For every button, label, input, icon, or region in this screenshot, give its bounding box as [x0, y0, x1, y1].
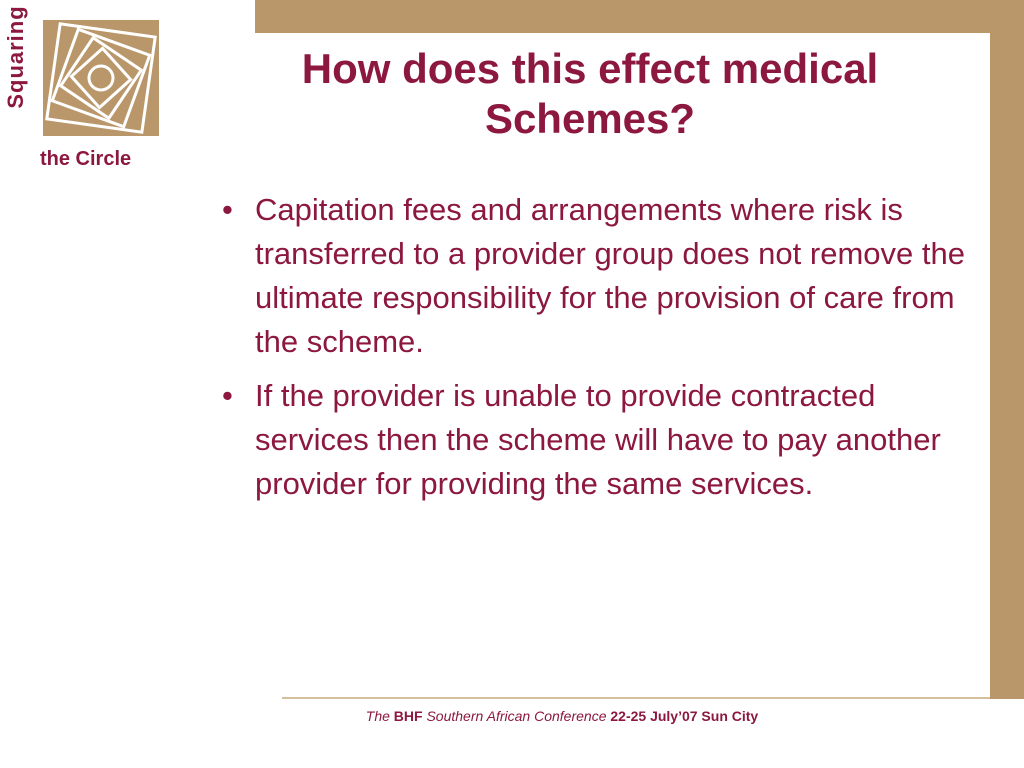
frame-right-bar [990, 0, 1024, 699]
footer-conference: Southern African Conference [422, 708, 611, 724]
footer-divider [282, 697, 990, 699]
footer-bhf: BHF [393, 708, 423, 724]
logo-text-the-circle: the Circle [40, 148, 132, 170]
footer [282, 706, 842, 726]
bullet-item [210, 188, 970, 364]
logo-text-squaring: Squaring [3, 5, 28, 109]
bullet-list [210, 188, 970, 516]
bullet-item [210, 374, 970, 506]
bullet-icon: • [222, 378, 233, 413]
squaring-circle-logo-icon [43, 20, 159, 136]
bullet-icon: • [222, 192, 233, 227]
footer-dates-venue: 22-25 July’07 Sun City [610, 708, 759, 724]
slide-title: How does this effect medical Schemes? [301, 45, 879, 142]
footer-the: The [365, 708, 394, 724]
frame-top-bar [255, 0, 1024, 33]
bullet-text: If the provider is unable to provide contracted services then the scheme will have to pay another provider for providing the same services. [255, 378, 941, 501]
bullet-text: Capitation fees and arrangements where risk is transferred to a provider group does not remove the ultimate responsibility for the provision of care from the scheme. [255, 192, 965, 359]
